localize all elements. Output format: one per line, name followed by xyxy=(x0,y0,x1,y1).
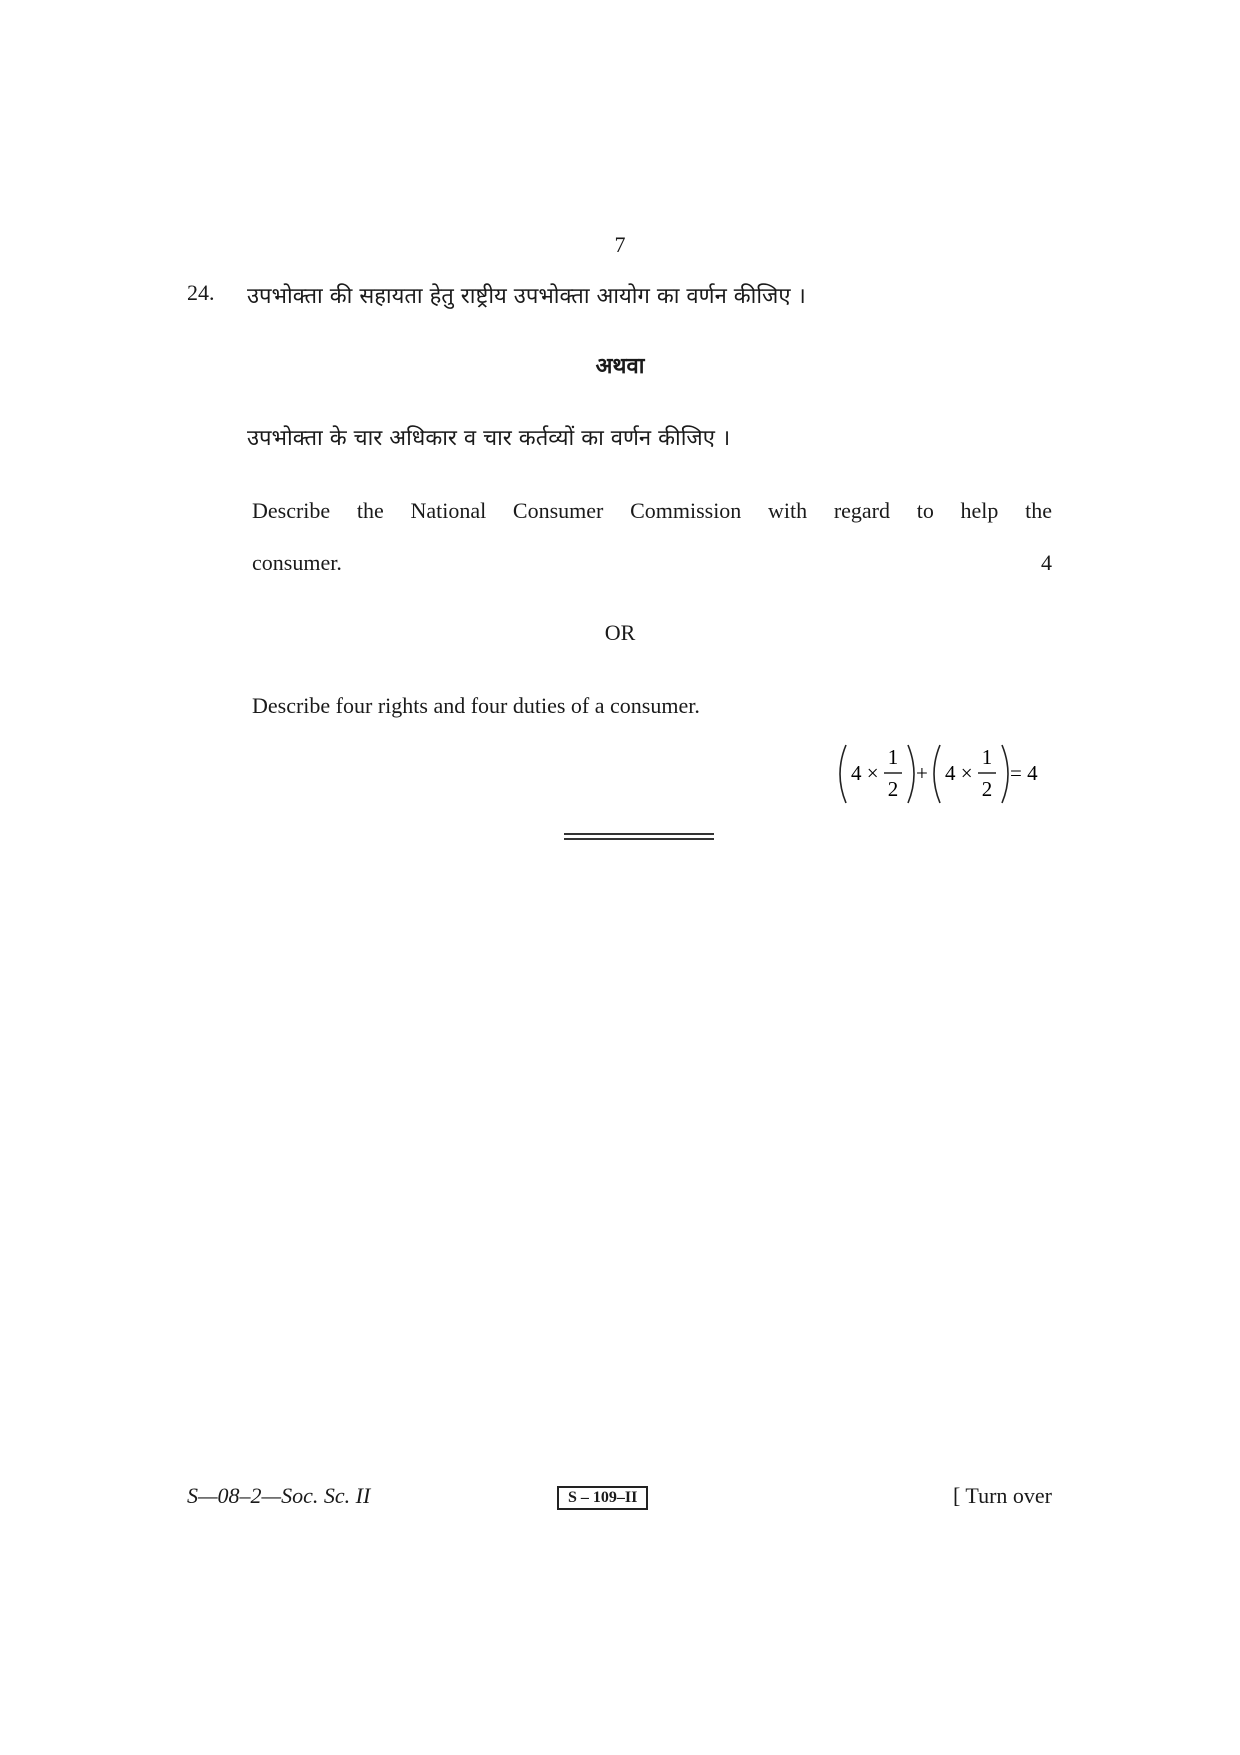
left-denominator: 2 xyxy=(887,777,899,801)
footer-series-box: S – 109–II xyxy=(557,1486,648,1510)
footer-paper-code: S—08–2—Soc. Sc. II xyxy=(187,1483,371,1508)
end-rule-line-bottom xyxy=(564,838,714,840)
right-open-paren xyxy=(934,745,940,803)
end-rule xyxy=(564,833,714,843)
right-close-paren xyxy=(1002,745,1008,803)
question-hindi-alternative: उपभोक्ता के चार अधिकार व चार कर्तव्यों का वर्णन कीजिए । xyxy=(247,426,731,451)
left-close-paren xyxy=(908,745,914,803)
left-coefficient: 4 × xyxy=(851,761,879,785)
left-numerator: 1 xyxy=(887,745,899,769)
question-english-line-2: consumer. xyxy=(252,550,342,575)
formula-result: = 4 xyxy=(1010,761,1038,785)
end-rule-line-top xyxy=(564,833,714,835)
question-marks: 4 xyxy=(1041,550,1052,575)
english-or-label: OR xyxy=(604,620,636,645)
footer-turn-over: [ Turn over xyxy=(952,1483,1052,1508)
right-coefficient: 4 × xyxy=(945,761,973,785)
page-number: 7 xyxy=(614,232,626,257)
left-open-paren xyxy=(840,745,846,803)
question-english-line-1: Describe the National Consumer Commission with regard to help the xyxy=(252,498,1052,523)
right-numerator: 1 xyxy=(981,745,993,769)
plus-sign: + xyxy=(916,761,928,785)
question-english-alternative: Describe four rights and four duties of a consumer. xyxy=(252,693,700,718)
question-hindi-text: उपभोक्ता की सहायता हेतु राष्ट्रीय उपभोक्ता आयोग का वर्णन कीजिए । xyxy=(247,284,806,309)
right-denominator: 2 xyxy=(981,777,993,801)
question-number: 24. xyxy=(187,280,215,305)
hindi-or-label: अथवा xyxy=(595,354,645,379)
marking-scheme-formula xyxy=(837,740,1052,808)
formula-svg xyxy=(837,740,1052,808)
